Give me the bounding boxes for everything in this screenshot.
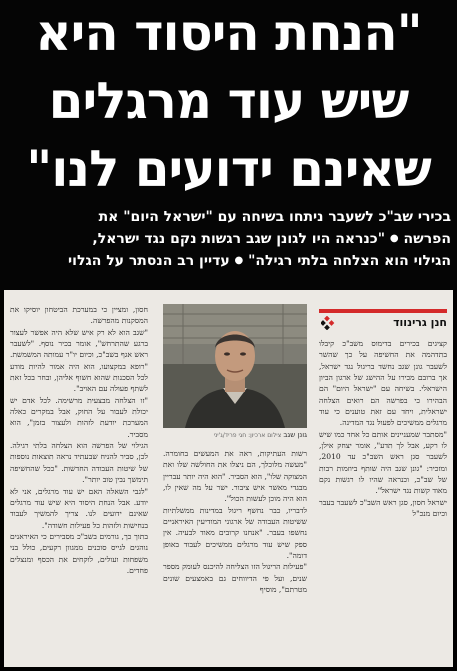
- subhead-line-3: [4, 251, 451, 271]
- headline-line-1: "הנחת היסוד היא: [35, 4, 422, 62]
- photo-credit: צילום ארכיון: חגי פריד/ג'יני: [213, 432, 282, 439]
- paragraph: "שגב הוא לא רק איש שלא היה אפשר לעצור ברגע שהתרחש", אומר בכיר נוסף. "לשעבר ראש אגף בשב"כ, וכיום יו"ר עמותה המשמשת. "רופא במקצועו, הוא היה אמור להיות מודע לכל הסכנות שהוא חשוף אליהן, ובחר בכל זאת לשתף פעולה עם האויב".: [10, 327, 148, 394]
- paragraph: קציגים בכירים בדימוס משב"כ קיבלו בתדהמה את החשיפה על כך שהשר לשעבר גונן שגב נחשד בריגול נגד ישראל, אך ברובם מכירו על ההישג של ארגון הביון הישראלי. בשיחה עם "ישראל היום" הם הבהירו כי בפרשה הם רואים הצלחה ישראלית, ויחד עם זאת טוענים כי עוד מרגלים ממשיכים לפעול נגד המדינה.: [319, 339, 447, 428]
- article-page: [4, 290, 453, 667]
- subhead-text-2b: "כנראה היו לגונן שגב רגשות נקם נגד ישראל,: [92, 231, 386, 247]
- subhead-text-3a: הגילוי הוא הצלחה בלתי רגילה": [248, 253, 451, 269]
- headline-line-2: שיש עוד מרגלים: [48, 72, 409, 130]
- paragraph: לדבריו, כבר נחשף ריגול במדינות ממשלתיות ששיטות העבודה של ארגוני המודיעין האיראניים נחשפו בעבר. "אנחנו קרובים מאוד לבעיה. אין ספק שיש עוד מרגלים ממשיכים לעבוד באופן דומה".: [163, 505, 307, 561]
- headline-block: [0, 0, 457, 290]
- article-column-middle: [163, 448, 307, 660]
- paragraph: ישראל חסון, סגן ראש השב"כ לשעבר בעבר וכיום מנכ"ל: [319, 497, 447, 519]
- photo-caption: [163, 431, 307, 439]
- byline-accent-bar: [319, 309, 447, 313]
- article-photo: [163, 304, 307, 428]
- article-column-left: [10, 304, 148, 660]
- paragraph: "לגבי השאלה האם יש עוד מרגלים, אני לא יודע. אבל הנחת היסוד היא שיש עוד מרגלים שאינם ידועים לנו. צריך להמשיך לעבוד בנחישות ולזהות כל פעילות חשודה".: [10, 486, 148, 530]
- paragraph: "זו הצלחה מבצעית מרשימה. לכל אדם יש יכולת לעבור על החוק, אבל במקרים כאלה המערכת יודעת לזהות ולעצור בזמן", הוא מסביר.: [10, 395, 148, 439]
- subhead-line-2: [4, 229, 451, 249]
- caption-text: גונן שגב: [283, 431, 307, 439]
- paragraph: רשות העתיקות, ראה את המעשים בחומרה. "מעשה מלוכלך, הם ניצלו את החולשה שלו ואת המצוקה שלו", הוא הסביר. "הוא היה יותר עבריין מבגדי מאשר איש ציבור. ישר על מה שאין לו, הוא היה מוכן לעשות הכול".: [163, 449, 307, 504]
- bullet-icon: ●: [234, 255, 244, 266]
- byline: חנן גרינווד: [393, 316, 447, 329]
- paragraph: "פעילות הריגול הזו הצליחה להיכנס לעומק מספר שנים, ועל פי הדיווחים גם באמצעים שונים מטרתם", מוסיף: [163, 562, 307, 595]
- subhead-line-1: [4, 207, 451, 227]
- headline-line-3: שאינם ידועים לנו": [26, 140, 431, 198]
- paragraph: בתוך כך, גורמים בשב"כ מסבירים כי האיראנים נוהגים לגייס סוכנים ממגוון רקעים, כולל בני משפחות ועולים, לוקחים את הכסף ומנצלים פחדים.: [10, 531, 148, 575]
- article-column-right: [319, 338, 447, 660]
- bullet-icon: ●: [389, 233, 399, 244]
- subhead-text-3b: עדיין רב הנסתר על הגלוי: [68, 253, 230, 269]
- paragraph: "מסתבר שמעניינים אותם כל אחד כמו שיש לו רקע, אבל לך תדע", אומר יצחק אילן, לשעבר סגן ראש השב"כ עד 2010, ומזכיר: "גונן שגב היה שותף ביוזמות רבות של שב"כ, וכנראה שהיו לו רגשות נקם מאוד קשות נגד ישראל".: [319, 429, 447, 496]
- subhead-text-1: בכירי שב"כ לשעבר ניתחו בשיחה עם "ישראל היום" את: [98, 209, 451, 225]
- paragraph: הגילוי של הפרשה הוא הצלחה בלתי רגילה. לכן, סביר להניח שבעתיד נראה תוצאות נוספות של שיטות העבודה החדשות. "ככל שהחשיפה תימשך נבין טוב יותר".: [10, 441, 148, 485]
- paragraph: חסון, ומציין כי במערכת הביטחון יוסיקו את המסקנות מהפרשה.: [10, 305, 148, 326]
- diamond-logo-icon: [321, 316, 335, 330]
- subhead-text-2a: הפרשה: [403, 231, 451, 247]
- portrait-image: [163, 304, 307, 428]
